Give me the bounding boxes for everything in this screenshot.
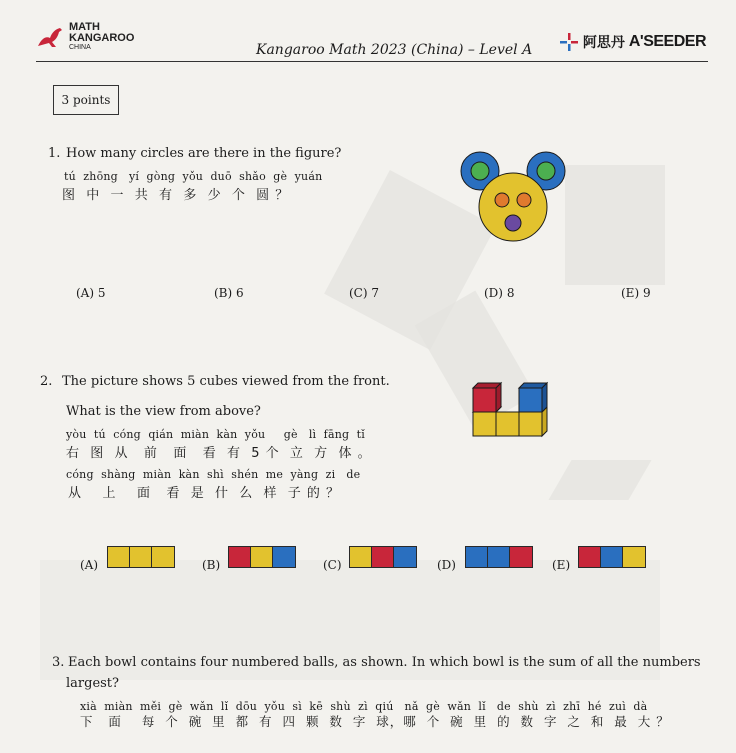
q1-text: How many circles are there in the figure? bbox=[66, 146, 342, 161]
q2-option-c-label: (C) bbox=[323, 558, 342, 572]
q1-option-letter: (A) bbox=[76, 286, 95, 300]
cube-square bbox=[579, 547, 601, 567]
q1-option-b[interactable] bbox=[214, 286, 244, 300]
q2-option-a-label: (A) bbox=[80, 558, 99, 572]
q2-hanzi-1: 右 图 从 前 面 看 有 5 个 立 方 体 。 bbox=[66, 446, 372, 461]
logo-line-china: CHINA bbox=[69, 44, 91, 51]
q1-option-value: 5 bbox=[97, 286, 106, 300]
q2-option-c[interactable] bbox=[349, 546, 417, 568]
q1-option-letter: (E) bbox=[621, 286, 640, 300]
q2-pinyin-1: yòu tú cóng qián miàn kàn yǒu gè lì fāng tǐ bbox=[66, 428, 365, 441]
logo-line-math: MATH bbox=[69, 21, 100, 33]
q1-option-letter: (D) bbox=[484, 286, 503, 300]
cube-square bbox=[273, 547, 295, 567]
q1-option-c[interactable] bbox=[349, 286, 379, 300]
q1-hanzi: 图 中 一 共 有 多 少 个 圆 ？ bbox=[62, 188, 290, 203]
q3-pinyin: xià miàn měi gè wǎn lǐ dōu yǒu sì kē shù zì qiú nǎ gè wǎn lǐ de shù zì zhī hé zuì dà bbox=[80, 700, 648, 713]
q1-option-value: 8 bbox=[506, 286, 515, 300]
q2-option-d-label: (D) bbox=[437, 558, 456, 572]
aseeder-cn-name: 阿思丹 bbox=[582, 35, 625, 51]
page-title: Kangaroo Math 2023 (China) – Level A bbox=[256, 42, 533, 58]
aseeder-logo bbox=[559, 32, 706, 52]
q2-number: 2. bbox=[40, 374, 53, 389]
cube-square bbox=[466, 547, 488, 567]
q2-pinyin-2: cóng shàng miàn kàn shì shén me yàng zi de bbox=[66, 468, 361, 481]
q1-option-letter: (C) bbox=[349, 286, 368, 300]
q1-option-value: 7 bbox=[371, 286, 380, 300]
q2-cubes-figure bbox=[470, 380, 548, 438]
cube-square bbox=[108, 547, 130, 567]
cube-square bbox=[394, 547, 416, 567]
q1-circles-figure bbox=[458, 143, 568, 247]
cube-square bbox=[229, 547, 251, 567]
cube-square bbox=[130, 547, 152, 567]
cube-square bbox=[510, 547, 532, 567]
math-kangaroo-logo bbox=[36, 22, 134, 51]
ghost-shape bbox=[565, 165, 665, 285]
q1-option-e[interactable] bbox=[621, 286, 651, 300]
page-header bbox=[36, 18, 708, 62]
cube-square bbox=[350, 547, 372, 567]
q3-text: Each bowl contains four numbered balls, as shown. In which bowl is the sum of all the numbers bbox=[68, 655, 701, 670]
cube-square bbox=[488, 547, 510, 567]
cube-square bbox=[623, 547, 645, 567]
ghost-shape bbox=[548, 460, 651, 500]
cube-square bbox=[372, 547, 394, 567]
kangaroo-icon bbox=[36, 26, 66, 48]
q2-option-b-label: (B) bbox=[202, 558, 221, 572]
aseeder-brand: A'SEEDER bbox=[628, 33, 706, 50]
q3-hanzi: 下 面 每 个 碗 里 都 有 四 颗 数 字 球，哪 个 碗 里 的 数 字 之 和 最 大 ？ bbox=[80, 714, 670, 729]
logo-line-kangaroo: KANGAROO bbox=[69, 32, 135, 44]
q3-text-2: largest? bbox=[66, 676, 120, 691]
q2-option-e-label: (E) bbox=[552, 558, 571, 572]
sparkle-icon bbox=[559, 32, 579, 52]
q1-option-letter: (B) bbox=[214, 286, 233, 300]
q2-option-a[interactable] bbox=[107, 546, 175, 568]
q2-option-d[interactable] bbox=[465, 546, 533, 568]
q1-number: 1. bbox=[48, 146, 61, 161]
q2-option-e[interactable] bbox=[578, 546, 646, 568]
cube-square bbox=[251, 547, 273, 567]
q3-number: 3. bbox=[52, 655, 65, 670]
q1-option-value: 9 bbox=[642, 286, 651, 300]
q2-question: What is the view from above? bbox=[66, 404, 261, 419]
q1-option-a[interactable] bbox=[76, 286, 106, 300]
q1-option-value: 6 bbox=[236, 286, 244, 300]
cube-square bbox=[152, 547, 174, 567]
points-label: 3 points bbox=[53, 85, 119, 115]
q2-option-b[interactable] bbox=[228, 546, 296, 568]
q1-pinyin: tú zhōng yí gòng yǒu duō shǎo gè yuán bbox=[64, 170, 323, 183]
q1-option-d[interactable] bbox=[484, 286, 514, 300]
q2-text: The picture shows 5 cubes viewed from the front. bbox=[62, 374, 390, 389]
cube-square bbox=[601, 547, 623, 567]
q2-hanzi-2: 从 上 面 看 是 什 么 样 子 的 ？ bbox=[68, 486, 341, 501]
